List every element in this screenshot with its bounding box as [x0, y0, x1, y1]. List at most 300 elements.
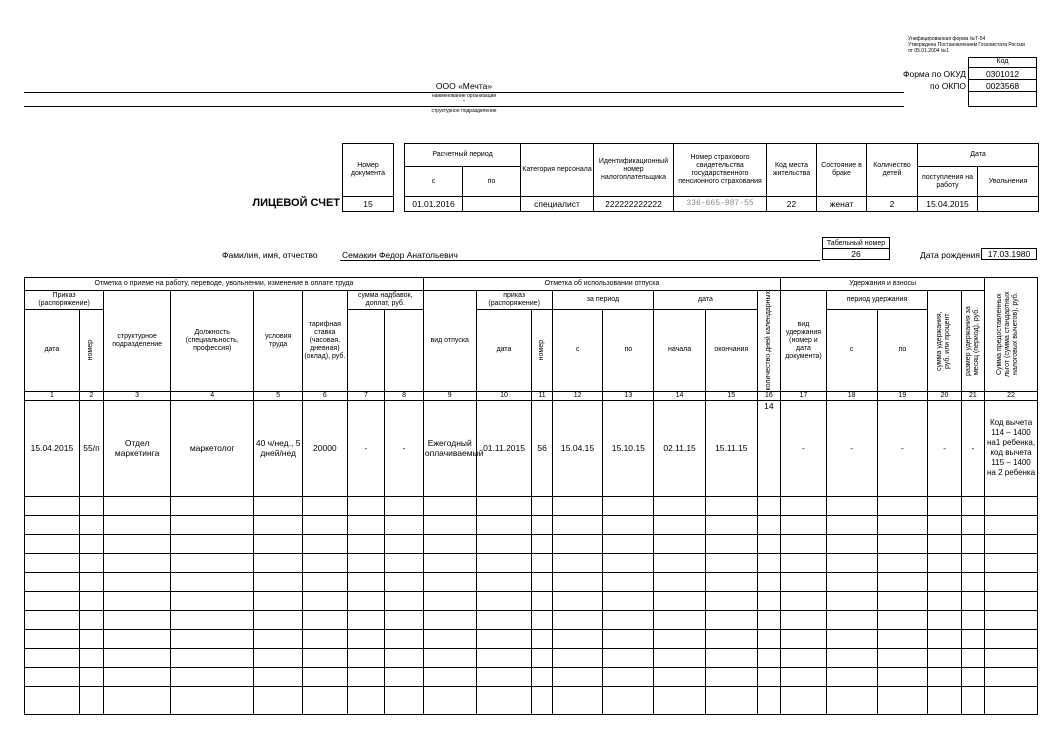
empty-cell: [654, 496, 706, 515]
empty-cell: [254, 667, 303, 686]
row-ded-sum: -: [928, 400, 961, 496]
empty-cell: [476, 572, 532, 591]
empty-cell: [877, 591, 928, 610]
empty-cell: [705, 686, 757, 714]
empty-cell: [25, 553, 80, 572]
empty-cell: [303, 534, 348, 553]
empty-cell: [423, 534, 476, 553]
row-vac-end: 15.11.15: [705, 400, 757, 496]
empty-cell: [705, 648, 757, 667]
empty-cell: [877, 515, 928, 534]
empty-cell: [104, 496, 171, 515]
empty-cell: [603, 534, 654, 553]
column-number-cell: 1: [25, 391, 80, 400]
bonus-col1: [347, 309, 385, 391]
row-vac-days: 14: [757, 400, 780, 496]
empty-cell: [104, 667, 171, 686]
benefits-header: [985, 278, 1038, 392]
category-value: специалист: [521, 197, 594, 212]
empty-cell: [781, 667, 827, 686]
empty-cell: [79, 572, 103, 591]
empty-cell: [254, 572, 303, 591]
empty-cell: [757, 515, 780, 534]
empty-cell: [385, 591, 424, 610]
empty-cell: [79, 553, 103, 572]
empty-cell: [603, 496, 654, 515]
snils-value: 336-665-987-55: [674, 197, 767, 212]
empty-cell: [303, 553, 348, 572]
doc-number-value: 15: [343, 197, 394, 212]
section-deductions: Удержания и взносы: [781, 278, 985, 291]
org-caption: наименование организации: [431, 93, 497, 99]
form-note-line: от 05.01.2004 №1: [908, 48, 949, 54]
empty-cell: [928, 610, 961, 629]
column-number-cell: 3: [104, 391, 171, 400]
column-numbers-row: [25, 391, 1038, 400]
empty-cell: [104, 572, 171, 591]
empty-cell: [385, 686, 424, 714]
row-vac-type: Ежегодный оплачиваемый: [423, 400, 476, 496]
empty-cell: [25, 686, 80, 714]
empty-cell: [705, 629, 757, 648]
column-number-cell: 9: [423, 391, 476, 400]
column-number-cell: 8: [385, 391, 424, 400]
vac-period-header: за период: [552, 291, 653, 310]
empty-cell: [385, 667, 424, 686]
table-row: [25, 591, 1038, 610]
empty-cell: [303, 610, 348, 629]
empty-cell: [877, 553, 928, 572]
snils-header: Номер страхового свидетельства государственного пенсионного страхования: [674, 144, 767, 197]
empty-cell: [104, 686, 171, 714]
vac-date-header: дата: [654, 291, 758, 310]
empty-cell: [654, 648, 706, 667]
empty-cell: [603, 686, 654, 714]
empty-cell: [757, 591, 780, 610]
column-number-cell: 15: [705, 391, 757, 400]
empty-cell: [79, 629, 103, 648]
doc-title: ЛИЦЕВОЙ СЧЕТ: [252, 197, 340, 209]
position-header: Должность (специальность, профессия): [171, 291, 254, 392]
ded-type-header: вид удержания (номер и дата документа): [781, 291, 827, 392]
empty-cell: [552, 534, 603, 553]
empty-cell: [303, 591, 348, 610]
column-number-cell: 21: [961, 391, 984, 400]
empty-cell: [654, 667, 706, 686]
empty-cell: [552, 572, 603, 591]
empty-cell: [532, 686, 552, 714]
empty-cell: [171, 496, 254, 515]
vac-order-date-header: дата: [476, 309, 532, 391]
empty-cell: [552, 591, 603, 610]
empty-cell: [171, 648, 254, 667]
empty-cell: [928, 629, 961, 648]
row-rate: 20000: [303, 400, 348, 496]
fio-underline: [340, 260, 820, 261]
table-row: [25, 610, 1038, 629]
dept-underline: [24, 106, 904, 107]
empty-cell: [104, 515, 171, 534]
fired-value: [978, 197, 1039, 212]
row-vac-order-date: 01.11.2015: [476, 400, 532, 496]
empty-cell: [476, 648, 532, 667]
period-from-header: с: [405, 167, 463, 197]
row-date: 15.04.2015: [25, 400, 80, 496]
empty-cell: [781, 610, 827, 629]
row-ded-type: -: [781, 400, 827, 496]
empty-cell: [79, 534, 103, 553]
column-number-cell: 6: [303, 391, 348, 400]
empty-cell: [603, 629, 654, 648]
empty-cell: [985, 591, 1038, 610]
empty-cell: [171, 572, 254, 591]
empty-cell: [603, 591, 654, 610]
row-vac-order-num: 56: [532, 400, 552, 496]
column-number-cell: 18: [826, 391, 877, 400]
empty-cell: [303, 572, 348, 591]
empty-cell: [303, 515, 348, 534]
empty-cell: [705, 534, 757, 553]
empty-cell: [961, 610, 984, 629]
empty-cell: [603, 610, 654, 629]
empty-cell: [985, 553, 1038, 572]
column-number-cell: 7: [347, 391, 385, 400]
okpo-label: по ОКПО: [930, 81, 966, 91]
empty-cell: [654, 629, 706, 648]
empty-cell: [532, 629, 552, 648]
empty-cell: [532, 496, 552, 515]
empty-cell: [385, 572, 424, 591]
ded-from-header: с: [826, 309, 877, 391]
code-header: Код: [968, 57, 1037, 68]
marital-value: женат: [817, 197, 867, 212]
empty-cell: [654, 610, 706, 629]
empty-cell: [423, 496, 476, 515]
vac-type-header: вид отпуска: [423, 291, 476, 392]
marital-header: Состояние в браке: [817, 144, 867, 197]
row-ded-to: -: [877, 400, 928, 496]
empty-cell: [603, 667, 654, 686]
order-date-header: дата: [25, 309, 80, 391]
empty-cell: [985, 648, 1038, 667]
ded-sum-text: сумма удержания, руб. или процент: [936, 310, 952, 371]
empty-cell: [985, 496, 1038, 515]
empty-cell: [254, 496, 303, 515]
empty-cell: [928, 667, 961, 686]
empty-cell: [254, 553, 303, 572]
empty-cell: [347, 553, 385, 572]
empty-cell: [476, 534, 532, 553]
empty-cell: [961, 515, 984, 534]
empty-cell: [171, 553, 254, 572]
empty-cell: [826, 648, 877, 667]
column-number-cell: 13: [603, 391, 654, 400]
dept-value: -: [462, 98, 466, 105]
fio-label: Фамилия, имя, отчество: [222, 250, 318, 260]
empty-cell: [826, 553, 877, 572]
empty-cell: [423, 610, 476, 629]
empty-cell: [877, 534, 928, 553]
empty-cell: [79, 648, 103, 667]
empty-cell: [79, 496, 103, 515]
empty-cell: [961, 591, 984, 610]
table-row: [25, 515, 1038, 534]
personnel-info-table: [404, 143, 1039, 212]
rate-header: тарифная ставка (часовая, дневная) (оклад), руб.: [303, 291, 348, 392]
empty-cell: [347, 496, 385, 515]
empty-cell: [826, 515, 877, 534]
empty-cell: [385, 496, 424, 515]
empty-cell: [705, 667, 757, 686]
form-note-line: Унифицированная форма №Т-54: [908, 36, 986, 42]
empty-cell: [757, 534, 780, 553]
empty-cell: [928, 534, 961, 553]
empty-cell: [532, 610, 552, 629]
empty-cell: [877, 648, 928, 667]
empty-cell: [826, 496, 877, 515]
order-number-text: номер: [87, 340, 95, 361]
empty-cell: [961, 553, 984, 572]
dept-header: структурное подразделение: [104, 291, 171, 392]
empty-cell: [104, 610, 171, 629]
empty-cell: [385, 629, 424, 648]
empty-cell: [654, 534, 706, 553]
empty-cell: [654, 515, 706, 534]
empty-cell: [171, 667, 254, 686]
okud-value: 0301012: [968, 67, 1037, 80]
empty-cell: [25, 629, 80, 648]
empty-cell: [877, 686, 928, 714]
vac-start-header: начала: [654, 309, 706, 391]
empty-cell: [781, 572, 827, 591]
empty-cell: [476, 629, 532, 648]
empty-cell: [826, 572, 877, 591]
empty-cell: [757, 553, 780, 572]
empty-cell: [928, 572, 961, 591]
doc-number-table: [342, 143, 394, 212]
inn-value: 222222222222: [594, 197, 674, 212]
table-row: [25, 496, 1038, 515]
empty-cell: [705, 591, 757, 610]
vac-end-header: окончания: [705, 309, 757, 391]
tab-label: Табельный номер: [822, 237, 890, 249]
row-benefits: Код вычета 114 – 1400 на1 ребенка, код вычета 115 – 1400 на 2 ребенка: [985, 400, 1038, 496]
empty-cell: [757, 686, 780, 714]
empty-cell: [705, 515, 757, 534]
empty-cell: [254, 686, 303, 714]
empty-cell: [423, 553, 476, 572]
empty-cell: [347, 629, 385, 648]
empty-cell: [961, 629, 984, 648]
ded-to-header: по: [877, 309, 928, 391]
empty-cell: [171, 591, 254, 610]
empty-cell: [552, 629, 603, 648]
empty-cell: [928, 553, 961, 572]
empty-cell: [79, 686, 103, 714]
vac-to-header: по: [603, 309, 654, 391]
empty-cell: [303, 496, 348, 515]
empty-cell: [303, 686, 348, 714]
empty-cell: [603, 648, 654, 667]
empty-rows: [25, 496, 1038, 714]
empty-cell: [552, 648, 603, 667]
empty-cell: [254, 591, 303, 610]
empty-cell: [25, 667, 80, 686]
column-number-cell: 4: [171, 391, 254, 400]
empty-cell: [985, 686, 1038, 714]
empty-cell: [423, 515, 476, 534]
period-header: Расчетный период: [405, 144, 521, 167]
row-bonus2: -: [385, 400, 424, 496]
empty-cell: [171, 534, 254, 553]
empty-cell: [254, 515, 303, 534]
empty-cell: [347, 610, 385, 629]
residence-header: Код места жительства: [767, 144, 817, 197]
empty-cell: [347, 648, 385, 667]
bonus-col2: [385, 309, 424, 391]
residence-value: 22: [767, 197, 817, 212]
empty-cell: [985, 515, 1038, 534]
org-name: ООО «Мечта»: [435, 81, 493, 91]
vac-days-text: количество дней календарных: [764, 291, 772, 391]
empty-cell: [552, 667, 603, 686]
empty-cell: [877, 572, 928, 591]
empty-cell: [104, 648, 171, 667]
empty-cell: [781, 648, 827, 667]
form-note-line: Утверждена Постановлением Госкомстата России: [908, 42, 1025, 48]
column-number-cell: 14: [654, 391, 706, 400]
empty-cell: [985, 534, 1038, 553]
empty-cell: [423, 572, 476, 591]
empty-cell: [961, 496, 984, 515]
fio-value: Семакин Федор Анатольевич: [342, 250, 458, 260]
code-empty-cell: [968, 91, 1037, 107]
empty-cell: [654, 553, 706, 572]
empty-cell: [961, 648, 984, 667]
empty-cell: [781, 629, 827, 648]
empty-cell: [705, 572, 757, 591]
empty-cell: [757, 667, 780, 686]
empty-cell: [826, 610, 877, 629]
empty-cell: [781, 591, 827, 610]
period-from-value: 01.01.2016: [405, 197, 463, 212]
vac-from-header: с: [552, 309, 603, 391]
tab-value: 26: [822, 248, 890, 260]
empty-cell: [25, 515, 80, 534]
empty-cell: [654, 686, 706, 714]
section-hiring: Отметка о приеме на работу, переводе, увольнении, изменение в оплате труда: [25, 278, 424, 291]
empty-cell: [532, 515, 552, 534]
column-number-cell: 5: [254, 391, 303, 400]
hired-header: поступления на работу: [918, 167, 978, 197]
empty-cell: [532, 553, 552, 572]
empty-cell: [347, 591, 385, 610]
empty-cell: [532, 572, 552, 591]
date-header: Дата: [918, 144, 1039, 167]
empty-cell: [705, 553, 757, 572]
empty-cell: [826, 534, 877, 553]
empty-cell: [757, 648, 780, 667]
empty-cell: [532, 591, 552, 610]
bonus-header: сумма надбавок, доплат, руб.: [347, 291, 423, 310]
row-bonus1: -: [347, 400, 385, 496]
dob-label: Дата рождения: [920, 250, 980, 260]
empty-cell: [385, 534, 424, 553]
row-number: 55/п: [79, 400, 103, 496]
period-to-value: [463, 197, 521, 212]
doc-number-header: Номер документа: [343, 144, 394, 197]
category-header: Категория персонала: [521, 144, 594, 197]
empty-cell: [347, 534, 385, 553]
empty-cell: [552, 686, 603, 714]
table-row: [25, 572, 1038, 591]
empty-cell: [423, 686, 476, 714]
row-vac-from: 15.04.15: [552, 400, 603, 496]
inn-header: Идентификационный номер налогоплательщика: [594, 144, 674, 197]
unified-form-note: [908, 36, 1058, 54]
empty-cell: [757, 629, 780, 648]
empty-cell: [25, 496, 80, 515]
empty-cell: [385, 610, 424, 629]
empty-cell: [385, 648, 424, 667]
empty-cell: [476, 496, 532, 515]
empty-cell: [476, 667, 532, 686]
empty-cell: [877, 667, 928, 686]
order-number-header: [79, 309, 103, 391]
empty-cell: [423, 591, 476, 610]
period-to-header: по: [463, 167, 521, 197]
benefits-header-text: Сумма предоставленных льгот (сумма стандартных налоговых вычетов), руб.: [996, 291, 1020, 377]
vac-order-header: приказ (распоряжение): [476, 291, 552, 310]
empty-cell: [385, 553, 424, 572]
empty-cell: [985, 667, 1038, 686]
empty-cell: [961, 572, 984, 591]
empty-cell: [705, 610, 757, 629]
empty-cell: [303, 667, 348, 686]
vac-days-header: [757, 291, 780, 392]
empty-cell: [985, 629, 1038, 648]
row-dept: Отдел маркетинга: [104, 400, 171, 496]
empty-cell: [654, 572, 706, 591]
empty-cell: [79, 591, 103, 610]
empty-cell: [476, 591, 532, 610]
empty-cell: [254, 648, 303, 667]
empty-cell: [171, 515, 254, 534]
empty-cell: [781, 553, 827, 572]
empty-cell: [826, 686, 877, 714]
ded-monthly-text: размер удержания за месяц (период), руб.: [964, 305, 980, 376]
empty-cell: [25, 591, 80, 610]
empty-cell: [603, 572, 654, 591]
conditions-header: условия труда: [254, 291, 303, 392]
empty-cell: [552, 610, 603, 629]
empty-cell: [79, 515, 103, 534]
empty-cell: [104, 553, 171, 572]
empty-cell: [25, 610, 80, 629]
table-row: [25, 667, 1038, 686]
empty-cell: [654, 591, 706, 610]
empty-cell: [781, 534, 827, 553]
table-row: [25, 686, 1038, 714]
empty-cell: [79, 610, 103, 629]
main-ledger-table: [24, 277, 1038, 715]
empty-cell: [476, 553, 532, 572]
empty-cell: [826, 591, 877, 610]
empty-cell: [79, 667, 103, 686]
empty-cell: [757, 572, 780, 591]
empty-cell: [877, 629, 928, 648]
empty-cell: [826, 629, 877, 648]
